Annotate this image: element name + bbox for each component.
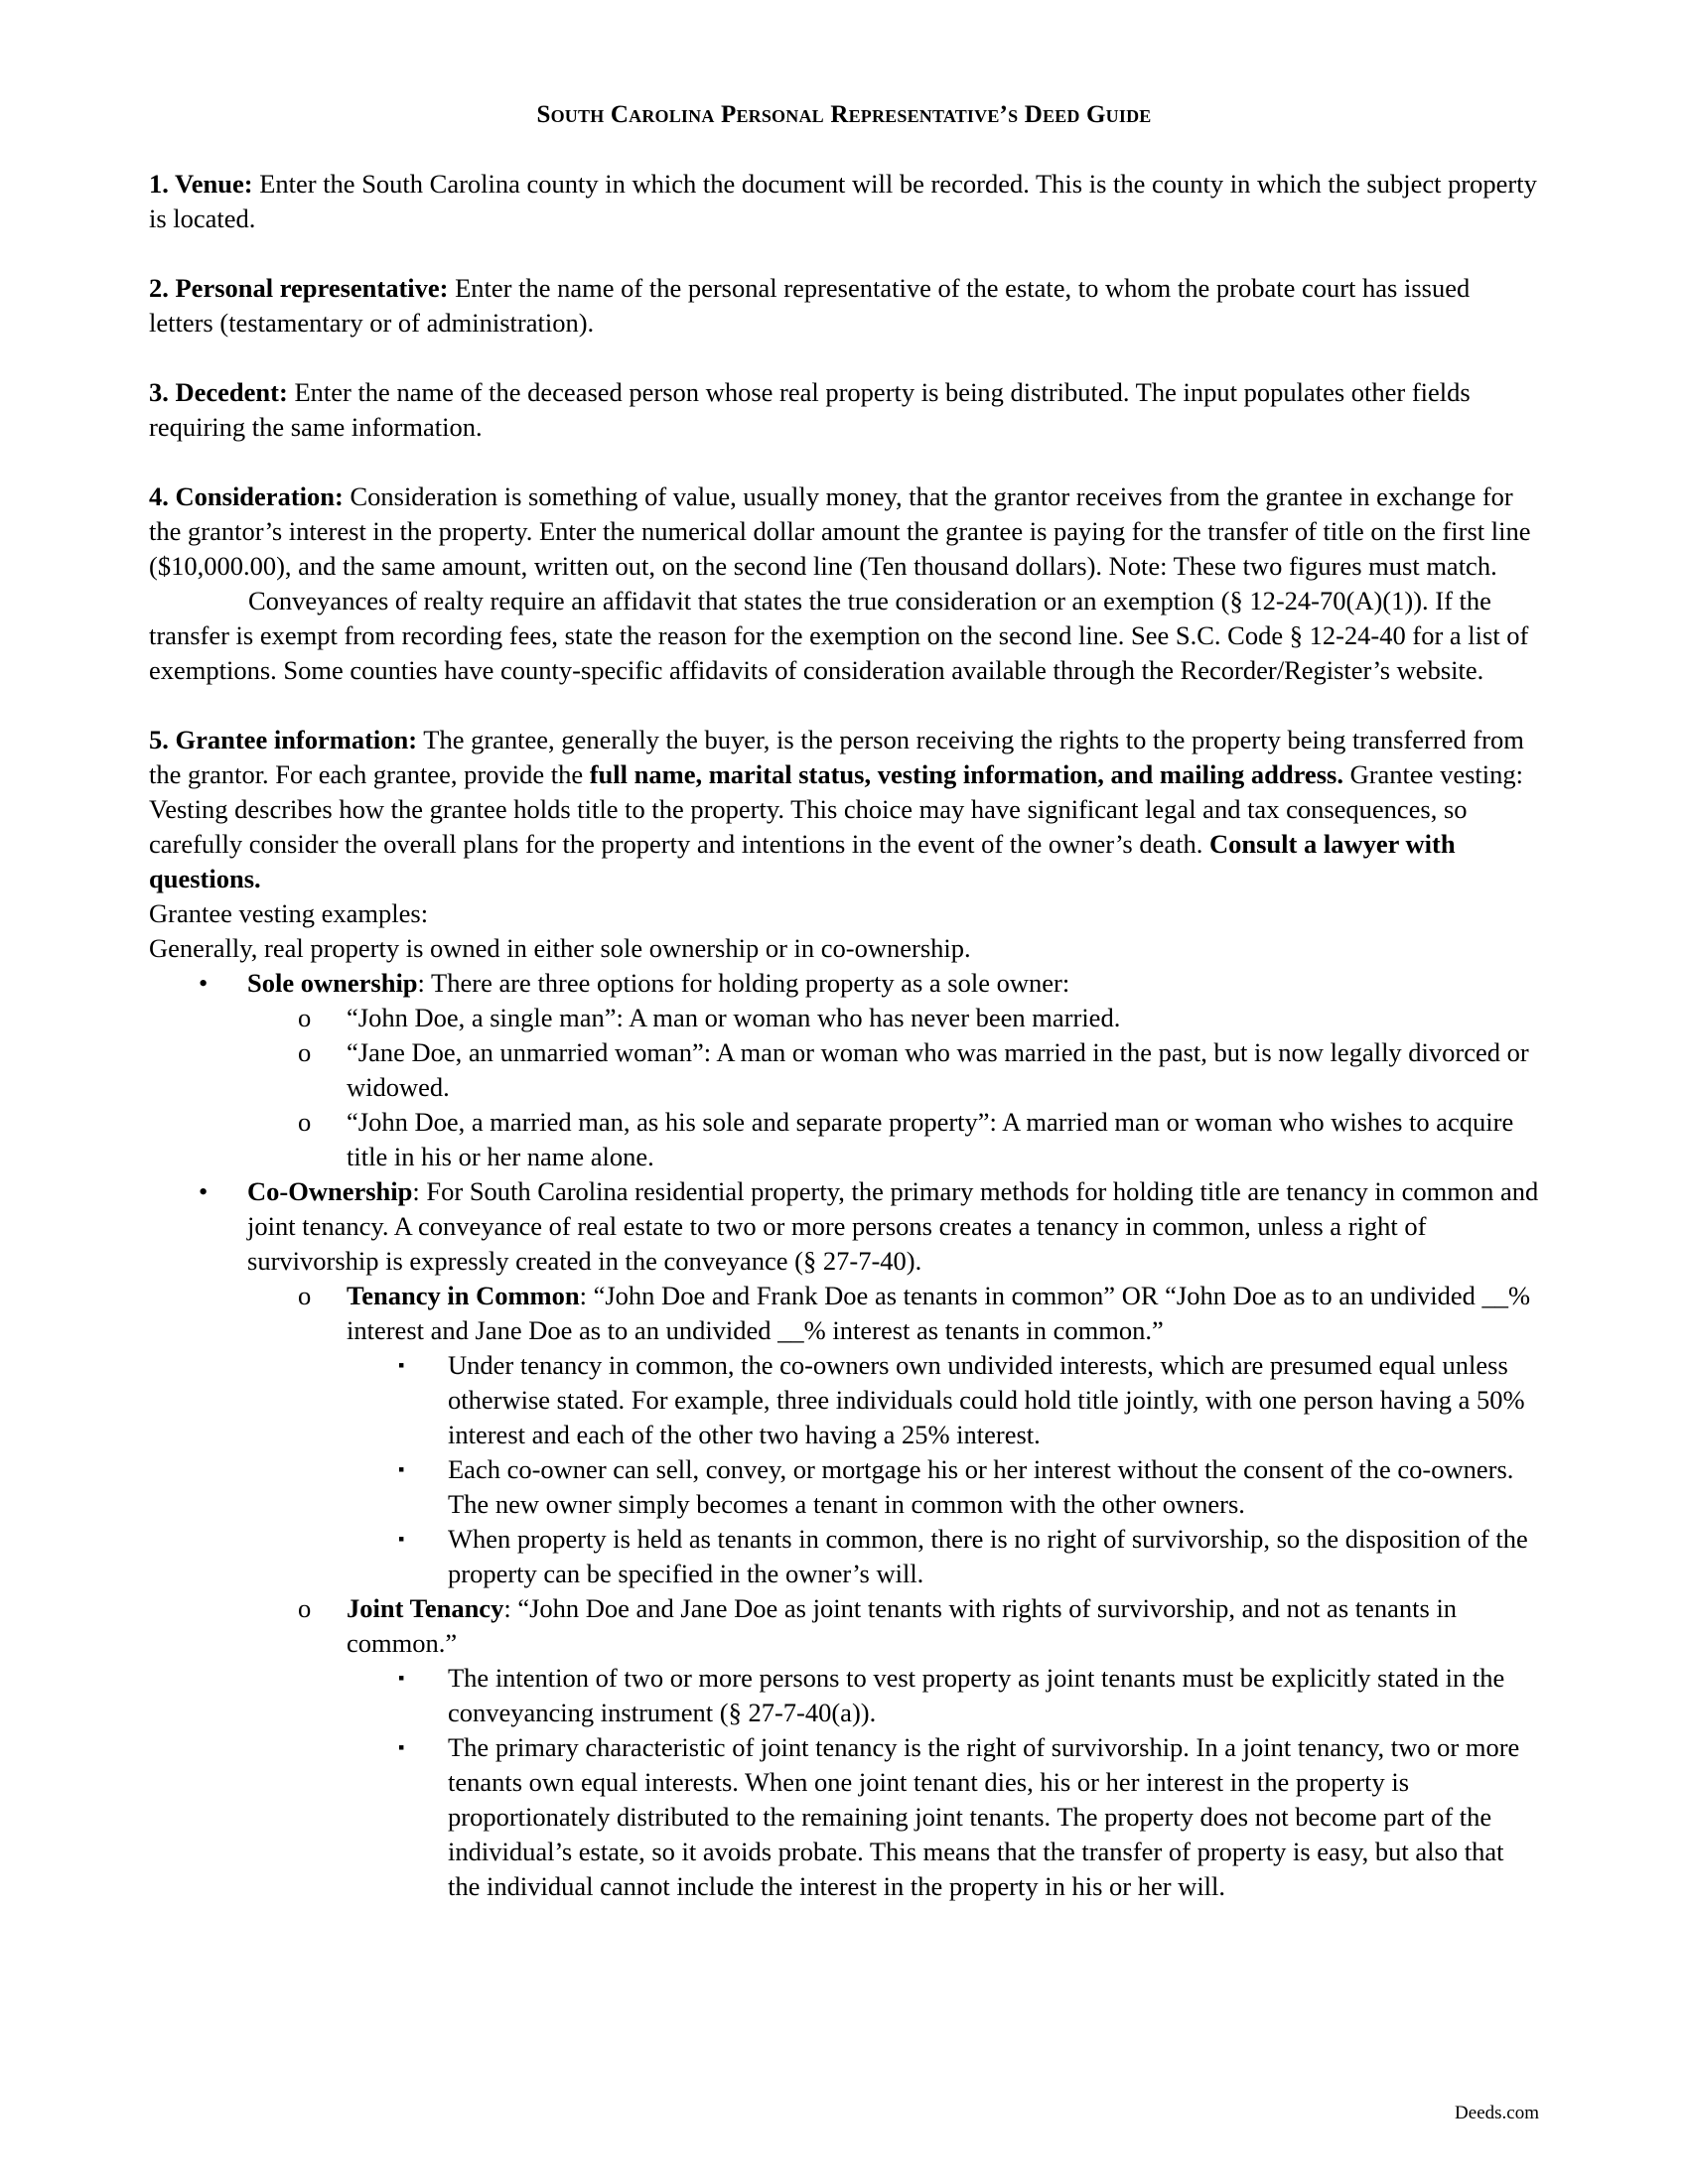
footer-brand: Deeds.com <box>1455 2103 1539 2123</box>
section-consideration <box>149 479 1539 688</box>
vesting-generally: Generally, real property is owned in either sole ownership or in co-ownership. <box>149 933 971 963</box>
required-fields-emphasis: full name, marital status, vesting information, and mailing address. <box>589 759 1343 789</box>
square-bullet-icon: ▪ <box>398 1529 405 1549</box>
square-bullet-icon: ▪ <box>398 1355 405 1375</box>
section-label: 1. Venue: <box>149 169 253 199</box>
section-text: Enter the name of the deceased person whose real property is being distributed. The input populates other fields requiring the same information. <box>149 377 1471 442</box>
section-personal-representative <box>149 271 1539 341</box>
list-item: ▪ The intention of two or more persons to vest property as joint tenants must be explicitly stated in the conveyancing instrument (§ 27-7-40(a)). <box>398 1663 1505 1727</box>
circle-bullet-icon: o <box>298 1003 312 1032</box>
list-item-joint-tenancy: o Joint Tenancy: “John Doe and Jane Doe as joint tenants with rights of survivorship, and not as tenants in common.” ▪ The intention of two or more persons to vest property as joint tenants must be explicitly stated in the conveyancing instrument (§ 27-7-40(a)). ▪ The primary characteristic of joint tenancy is the right of survivorship. In a joint tenancy, two or more tenants own equal interests. When one joint tenant dies, his or her interest in the property is proportionately distributed to the remaining joint tenants. The property does not become part of the individual’s estate, so it avoids probate. This means that the transfer of property is easy, but also that the individual cannot include the interest in the property in his or her will. <box>149 1591 1539 1904</box>
section-text: Consideration is something of value, usually money, that the grantor receives from the grantee in exchange for the grantor’s interest in the property. Enter the numerical dollar amount the grantee is paying for the transfer of title on the first line ($10,000.00), and the same amount, written out, on the second line (Ten thousand dollars). Note: These two figures must match. <box>149 481 1531 581</box>
section-decedent <box>149 375 1539 445</box>
circle-bullet-icon: o <box>298 1037 312 1067</box>
square-bullet-icon: ▪ <box>398 1459 405 1479</box>
document-body <box>149 167 1539 1904</box>
list-item: ▪ When property is held as tenants in common, there is no right of survivorship, so the disposition of the property can be specified in the owner’s will. <box>398 1524 1528 1588</box>
section-label: 5. Grantee information: <box>149 725 418 754</box>
circle-bullet-icon: o <box>298 1281 312 1310</box>
square-bullet-icon: ▪ <box>398 1737 405 1757</box>
list-item: ▪ Under tenancy in common, the co-owners own undivided interests, which are presumed equal unless otherwise stated. For example, three individuals could hold title jointly, with one person having a 50% interest and each of the other two having a 25% interest. <box>398 1350 1525 1449</box>
list-item: o “John Doe, a single man”: A man or woman who has never been married. <box>149 1001 1539 1035</box>
section-text: Enter the name of the personal representative of the estate, to whom the probate court has issued letters (testamentary or of administration). <box>149 273 1471 338</box>
consideration-affidavit-paragraph: Conveyances of realty require an affidavit that states the true consideration or an exemption (§ 12-24-70(A)(1)). If the transfer is exempt from recording fees, state the reason for the exemption on the second line. See S.C. Code § 12-24-40 for a list of exemptions. Some counties have county-specific affidavits of consideration available through the Recorder/Register’s website. <box>149 586 1529 685</box>
circle-bullet-icon: o <box>298 1593 312 1623</box>
vesting-list <box>149 966 1539 1904</box>
section-venue <box>149 167 1539 236</box>
list-item-sole-ownership: • Sole ownership: There are three options for holding property as a sole owner: o “John Doe, a single man”: A man or woman who has never been married. o “Jane Doe, an unmarried woman”: A man or woman who was married in the past, but is now legally divorced or widowed. o “John Doe, a married man, as his sole and separate property”: A married man or woman who wishes to acquire title in his or her name alone. <box>149 966 1539 1174</box>
section-text: Enter the South Carolina county in which the document will be recorded. This is the county in which the subject property is located. <box>149 169 1537 233</box>
section-grantee-information <box>149 723 1539 1904</box>
page-title: South Carolina Personal Representative’s Deed Guide <box>536 101 1152 128</box>
section-label: 3. Decedent: <box>149 377 288 407</box>
circle-bullet-icon: o <box>298 1107 312 1137</box>
consideration-paragraph <box>149 479 1539 584</box>
grantee-paragraph: 5. Grantee information: The grantee, generally the buyer, is the person receiving the rights to the property being transferred from the grantor. For each grantee, provide the full name, marital status, vesting information, and mailing address. Grantee vesting: Vesting describes how the grantee holds title to the property. This choice may have significant legal and tax consequences, so carefully consider the overall plans for the property and intentions in the event of the owner’s death. Consult a lawyer with questions. <box>149 725 1524 893</box>
list-item: o “Jane Doe, an unmarried woman”: A man or woman who was married in the past, but is now legally divorced or widowed. <box>298 1037 1529 1102</box>
co-ownership-options <box>247 1279 1539 1904</box>
joint-tenancy-details <box>347 1661 1539 1904</box>
vesting-examples-label: Grantee vesting examples: <box>149 898 429 928</box>
list-item-tenancy-in-common: o Tenancy in Common: “John Doe and Frank Doe as tenants in common” OR “John Doe as to an undivided __% interest and Jane Doe as to an undivided __% interest as tenants in common.” ▪ Under tenancy in common, the co-owners own undivided interests, which are presumed equal unless otherwise stated. For example, three individuals could hold title jointly, with one person having a 50% interest and each of the other two having a 25% interest. ▪ Each co-owner can sell, convey, or mortgage his or her interest without the consent of the co-owners. The new owner simply becomes a tenant in common with the other owners. ▪ When property is held as tenants in common, there is no right of survivorship, so the disposition of the property can be specified in the owner’s will. <box>149 1279 1539 1591</box>
section-label: 2. Personal representative: <box>149 273 449 303</box>
tenancy-in-common-details <box>347 1348 1539 1591</box>
list-item: o “John Doe, a married man, as his sole and separate property”: A married man or woman who wishes to acquire title in his or her name alone. <box>298 1107 1514 1171</box>
list-item-co-ownership: • Co-Ownership: For South Carolina residential property, the primary methods for holding title are tenancy in common and joint tenancy. A conveyance of real estate to two or more persons creates a tenancy in common, unless a right of survivorship is expressly created in the conveyance (§ 27-7-40). o Tenancy in Common: “John Doe and Frank Doe as tenants in common” OR “John Doe as to an undivided __% interest and Jane Doe as to an undivided __% interest as tenants in common.” ▪ Under tenancy in common, the co-owners own undivided interests, which are presumed equal unless otherwise stated. For example, three individuals could hold title jointly, with one person having a 50% interest and each of the other two having a 25% interest. ▪ Each co-owner can sell, convey, or mortgage his or her interest without the consent of the co-owners. The new owner simply becomes a tenant in common with the other owners. ▪ When property is held as tenants in common, there is no right of survivorship, so the disposition of the property can be specified in the owner’s will. o Joint Tenancy: “John Doe and Jane Doe as joint tenants with rights of survivorship, and not as tenants in common.” ▪ The intention of two or more persons to vest property as joint tenants must be explicitly stated in the conveyancing instrument (§ 27-7-40(a)). ▪ The primary characteristic of joint tenancy is the right of survivorship. In a joint tenancy, two or more tenants own equal interests. When one joint tenant dies, his or her interest in the property is proportionately distributed to the remaining joint tenants. The property does not become part of the individual’s estate, so it avoids probate. This means that the transfer of property is easy, but also that the individual cannot include the interest in the property in his or her will. <box>149 1174 1539 1904</box>
bullet-icon: • <box>199 1176 209 1206</box>
section-label: 4. Consideration: <box>149 481 344 511</box>
list-item: ▪ The primary characteristic of joint tenancy is the right of survivorship. In a joint tenancy, two or more tenants own equal interests. When one joint tenant dies, his or her interest in the property is proportionately distributed to the remaining joint tenants. The property does not become part of the individual’s estate, so it avoids probate. This means that the transfer of property is easy, but also that the individual cannot include the interest in the property in his or her will. <box>398 1732 1520 1901</box>
square-bullet-icon: ▪ <box>398 1668 405 1688</box>
sole-ownership-options <box>247 1001 1539 1174</box>
list-item: ▪ Each co-owner can sell, convey, or mortgage his or her interest without the consent of the co-owners. The new owner simply becomes a tenant in common with the other owners. <box>398 1454 1514 1519</box>
lawyer-advice-emphasis: Consult a lawyer with questions. <box>149 829 1456 893</box>
bullet-icon: • <box>199 968 209 998</box>
